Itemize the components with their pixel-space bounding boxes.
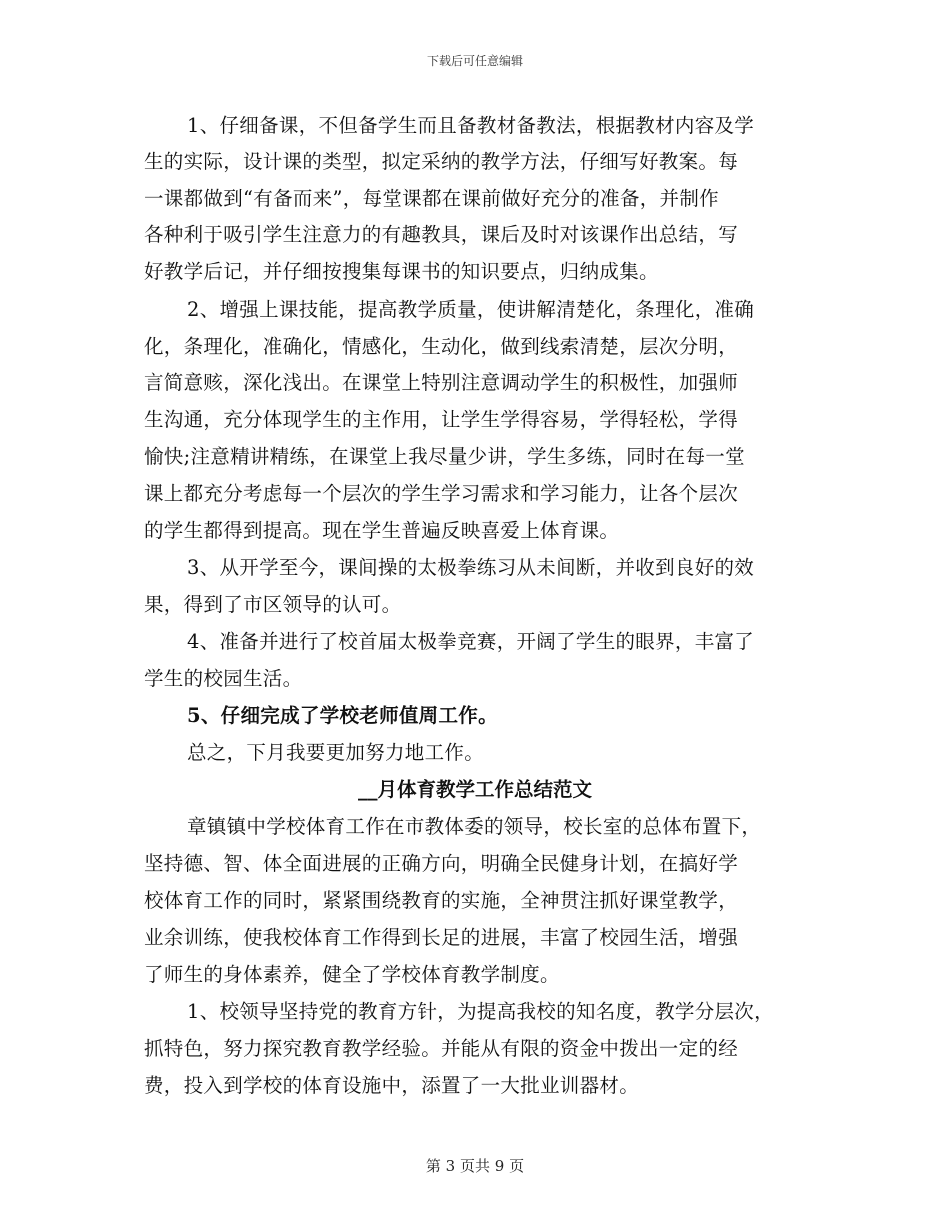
paragraph-line: 抓特色，努力探究教育教学经验。并能从有限的资金中拨出一定的经 [144,1037,739,1060]
paragraph-line: 2、增强上课技能，提高教学质量，使讲解清楚化，条理化，准确 [187,298,755,321]
paragraph-line: 校体育工作的同时，紧紧围绕教育的实施，全神贯注抓好课堂教学， [144,889,739,912]
paragraph-line: 各种利于吸引学生注意力的有趣教具，课后及时对该课作出总结，写 [144,223,739,246]
paragraph-line: 愉快;注意精讲精练，在课堂上我尽量少讲，学生多练，同时在每一堂 [144,445,745,468]
paragraph-line: 章镇镇中学校体育工作在市教体委的领导，校长室的总体布置下， [187,815,762,838]
paragraph-line: 了师生的身体素养，健全了学校体育教学制度。 [144,963,560,986]
paragraph-line: 3、从开学至今，课间操的太极拳练习从未间断，并收到良好的效 [187,556,755,579]
paragraph-line: 业余训练，使我校体育工作得到长足的进展，丰富了校园生活，增强 [144,926,739,949]
paragraph-line: 言简意赅，深化浅出。在课堂上特别注意调动学生的积极性，加强师 [144,371,739,394]
paragraph-line: 果，得到了市区领导的认可。 [144,593,402,616]
paragraph-line: 1、校领导坚持党的教育方针，为提高我校的知名度，教学分层次， [187,1000,774,1023]
paragraph-line: 总之，下月我要更加努力地工作。 [187,741,485,764]
paragraph-line: 一课都做到“有备而来”，每堂课都在课前做好充分的准备，并制作 [144,187,719,210]
paragraph-line: 坚持德、智、体全面进展的正确方向，明确全民健身计划，在搞好学 [144,852,739,875]
paragraph-line: 的学生都得到提高。现在学生普遍反映喜爱上体育课。 [144,519,620,542]
paragraph-line: 生的实际，设计课的类型，拟定采纳的教学方法，仔细写好教案。每 [144,150,739,173]
page-footer: 第 3 页共 9 页 [425,1157,525,1175]
page-header: 下载后可任意编辑 [426,54,523,68]
paragraph-line-bold: 5、仔细完成了学校老师值周工作。 [187,704,498,727]
paragraph-line: 课上都充分考虑每一个层次的学生学习需求和学习能力，让各个层次 [144,482,739,505]
paragraph-line: 费，投入到学校的体育设施中，添置了一大批业训器材。 [144,1074,640,1097]
paragraph-line: 化，条理化，准确化，情感化，生动化，做到线索清楚，层次分明， [144,335,739,358]
paragraph-line: 学生的校园生活。 [144,667,303,690]
paragraph-line: 生沟通，充分体现学生的主作用，让学生学得容易，学得轻松，学得 [144,408,739,431]
paragraph-line: 1、仔细备课，不但备学生而且备教材备教法，根据教材内容及学 [187,114,755,137]
section-title: __月体育教学工作总结范文 [357,778,592,801]
paragraph-line: 好教学后记，并仔细按搜集每课书的知识要点，归纳成集。 [144,260,659,283]
paragraph-line: 4、准备并进行了校首届太极拳竞赛，开阔了学生的眼界，丰富了 [187,630,755,653]
